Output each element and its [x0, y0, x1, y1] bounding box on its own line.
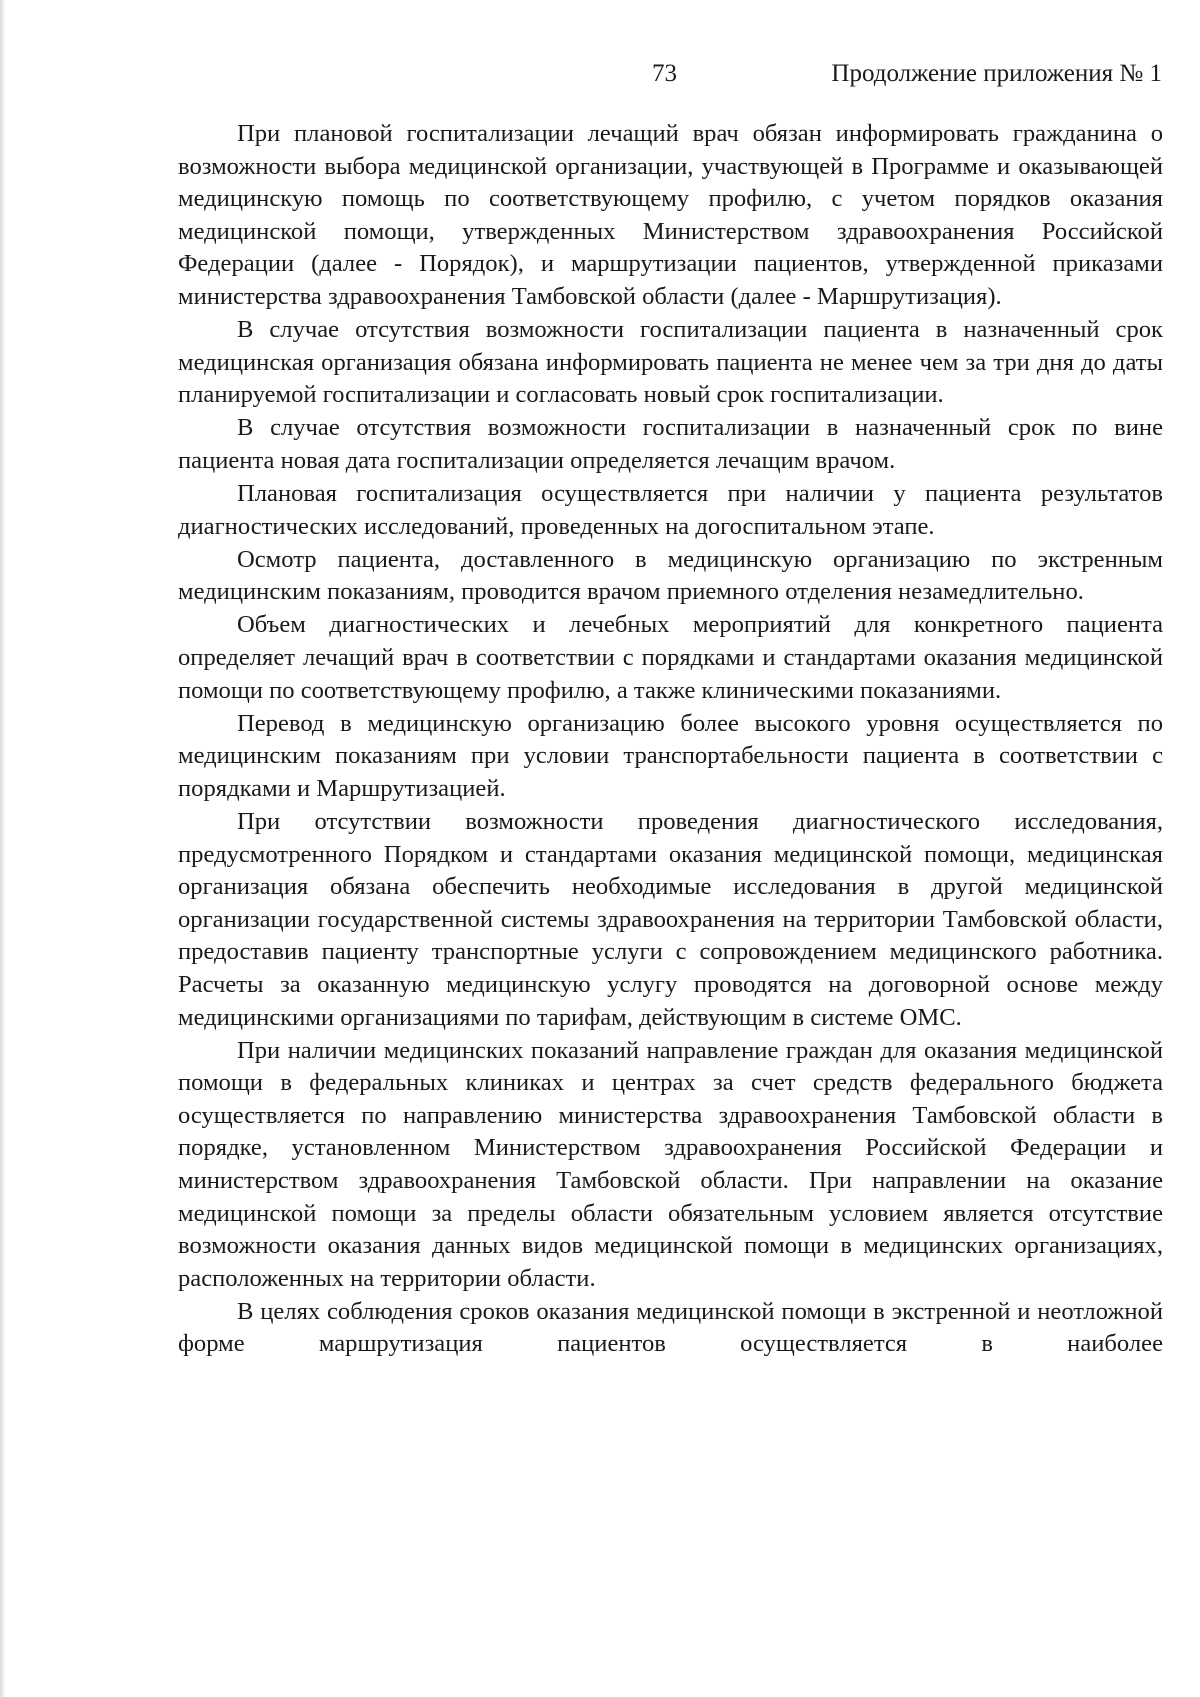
paragraph-no-hospitalization-possibility: В случае отсутствия возможности госпитализации пациента в назначенный срок медицинская организация обязана информировать пациента не менее чем за три дня до даты планируемой госпитализации и согласовать новый срок госпитализации. [178, 316, 1163, 409]
paragraph-diagnostics-elsewhere: При отсутствии возможности проведения диагностического исследования, предусмотренного Порядком и стандартами оказания медицинской помощи, медицинская организация обязана обеспечить необходимые исследования в другой медицинской организации государственной системы здравоохранения на территории Тамбовской области, предоставив пациенту транспортные услуги с сопровождением медицинского работника. Расчеты за оказанную медицинскую услугу проводятся на договорной основе между медицинскими организациями по тарифам, действующим в системе ОМС. [178, 807, 1163, 1031]
appendix-caption: Продолжение приложения № 1 [831, 60, 1162, 87]
paragraph-patient-fault: В случае отсутствия возможности госпитализации в назначенный срок по вине пациента новая дата госпитализации определяется лечащим врачом. [178, 414, 1163, 474]
paragraph-emergency-examination: Осмотр пациента, доставленного в медицинскую организацию по экстренным медицинским показаниям, проводится врачом приемного отделения незамедлительно. [178, 545, 1163, 606]
paragraph-diagnostic-results: Плановая госпитализация осуществляется при наличии у пациента результатов диагностических исследований, проведенных на догоспитальном этапе. [178, 480, 1163, 540]
scan-edge [0, 0, 6, 1697]
paragraph-transfer: Перевод в медицинскую организацию более высокого уровня осуществляется по медицинским показаниям при условии транспортабельности пациента в соответствии с порядками и Маршрутизацией. [178, 709, 1163, 802]
document-body [178, 118, 1163, 1362]
page-number: 73 [652, 60, 677, 87]
paragraph-federal-clinics: При наличии медицинских показаний направление граждан для оказания медицинской помощи в федеральных клиниках и центрах за счет средств федерального бюджета осуществляется по направлению министерства здравоохранения Тамбовской области в порядке, установленном Министерством здравоохранения Российской Федерации и министерством здравоохранения Тамбовской области. При направлении на оказание медицинской помощи за пределы области обязательным условием является отсутствие возможности оказания данных видов медицинской помощи в медицинских организациях, расположенных на территории области. [178, 1036, 1163, 1292]
page-header [0, 60, 1200, 100]
paragraph-planned-hospitalization: При плановой госпитализации лечащий врач обязан информировать гражданина о возможности выбора медицинской организации, участвующей в Программе и оказывающей медицинскую помощь по соответствующему профилю, с учетом порядков оказания медицинской помощи, утвержденных Министерством здравоохранения Российской Федерации (далее - Порядок), и маршрутизации пациентов, утвержденной приказами министерства здравоохранения Тамбовской области (далее - Маршрутизация). [178, 120, 1163, 310]
paragraph-emergency-routing: В целях соблюдения сроков оказания медицинской помощи в экстренной и неотложной форме маршрутизация пациентов осуществляется в наиболее [178, 1297, 1163, 1358]
paragraph-treatment-scope: Объем диагностических и лечебных мероприятий для конкретного пациента определяет лечащий врач в соответствии с порядками и стандартами оказания медицинской помощи по соответствующему профилю, а также клиническими показаниями. [178, 611, 1163, 704]
